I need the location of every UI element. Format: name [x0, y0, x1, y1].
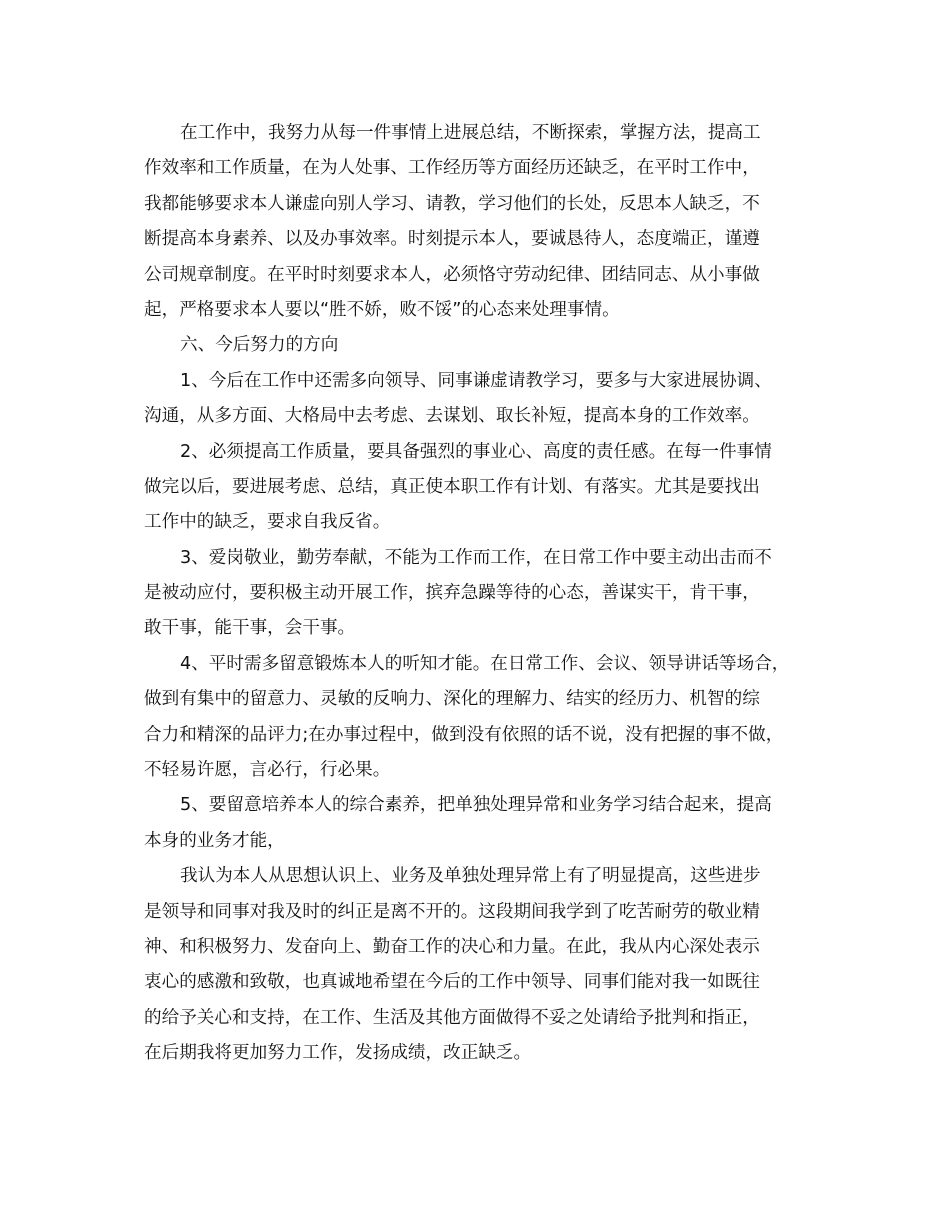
text-line: 公司规章制度。在平时时刻要求本人，必须恪守劳动纪律、团结同志、从小事做	[144, 264, 760, 285]
paragraph-item-1	[144, 364, 812, 435]
text-line: 敢干事，能干事，会干事。	[144, 618, 356, 639]
text-line: 不轻易许愿，言必行，行必果。	[144, 760, 391, 781]
paragraph-item-4	[144, 647, 812, 789]
text-line: 合力和精深的品评力;在办事过程中，做到没有依照的话不说，没有把握的事不做，	[144, 724, 784, 745]
text-line: 神、和积极努力、发奋向上、勤奋工作的决心和力量。在此，我从内心深处表示	[144, 936, 760, 957]
paragraph-work-summary	[144, 116, 812, 328]
document-body	[144, 116, 812, 1072]
text-line: 做到有集中的留意力、灵敏的反响力、深化的理解力、结实的经历力、机智的综	[144, 689, 760, 710]
text-line: 是领导和同事对我及时的纠正是离不开的。这段期间我学到了吃苦耐劳的敬业精	[144, 901, 760, 922]
text-line: 的给予关心和支持，在工作、生活及其他方面做得不妥之处请给予批判和指正，	[144, 1007, 760, 1028]
text-line: 本身的业务才能，	[144, 830, 285, 851]
text-line: 5、要留意培养本人的综合素养，把单独处理异常和业务学习结合起来，提高	[180, 795, 772, 816]
text-line: 起，严格要求本人要以“胜不娇，败不馁”的心态来处理事情。	[144, 299, 620, 320]
text-line: 3、爱岗敬业，勤劳奉献，不能为工作而工作，在日常工作中要主动出击而不	[180, 547, 772, 568]
paragraph-item-5	[144, 788, 812, 859]
section-heading-future-direction	[144, 328, 812, 363]
text-line: 在后期我将更加努力工作，发扬成绩，改正缺乏。	[144, 1043, 532, 1064]
text-line: 做完以后，要进展考虑、总结，真正使本职工作有计划、有落实。尤其是要找出	[144, 476, 760, 497]
paragraph-item-3	[144, 541, 812, 647]
text-line: 我认为本人从思想认识上、业务及单独处理异常上有了明显提高，这些进步	[180, 866, 761, 887]
paragraph-item-2	[144, 435, 812, 541]
text-line: 在工作中，我努力从每一件事情上进展总结，不断探索，掌握方法，提高工	[180, 123, 761, 143]
text-line: 沟通，从多方面、大格局中去考虑、去谋划、取长补短，提高本身的工作效率。	[144, 406, 760, 427]
paragraph-conclusion	[144, 859, 812, 1071]
text-line: 2、必须提高工作质量，要具备强烈的事业心、高度的责任感。在每一件事情	[180, 441, 772, 462]
text-line: 工作中的缺乏，要求自我反省。	[144, 512, 391, 533]
text-line: 作效率和工作质量，在为人处事、工作经历等方面经历还缺乏，在平时工作中，	[144, 158, 760, 179]
text-line: 我都能够要求本人谦虚向别人学习、请教，学习他们的长处，反思本人缺乏，不	[144, 193, 760, 214]
text-line: 六、今后努力的方向	[180, 335, 339, 356]
text-line: 衷心的感激和致敬，也真诚地希望在今后的工作中领导、同事们能对我一如既往	[144, 972, 760, 993]
text-line: 1、今后在工作中还需多向领导、同事谦虚请教学习，要多与大家进展协调、	[180, 370, 772, 391]
text-line: 断提高本身素养、以及办事效率。时刻提示本人，要诚恳待人，态度端正，谨遵	[144, 229, 760, 250]
text-line: 是被动应付，要积极主动开展工作，摈弃急躁等待的心态，善谋实干，肯干事，	[144, 583, 760, 604]
text-line: 4、平时需多留意锻炼本人的听知才能。在日常工作、会议、领导讲话等场合，	[180, 653, 790, 674]
